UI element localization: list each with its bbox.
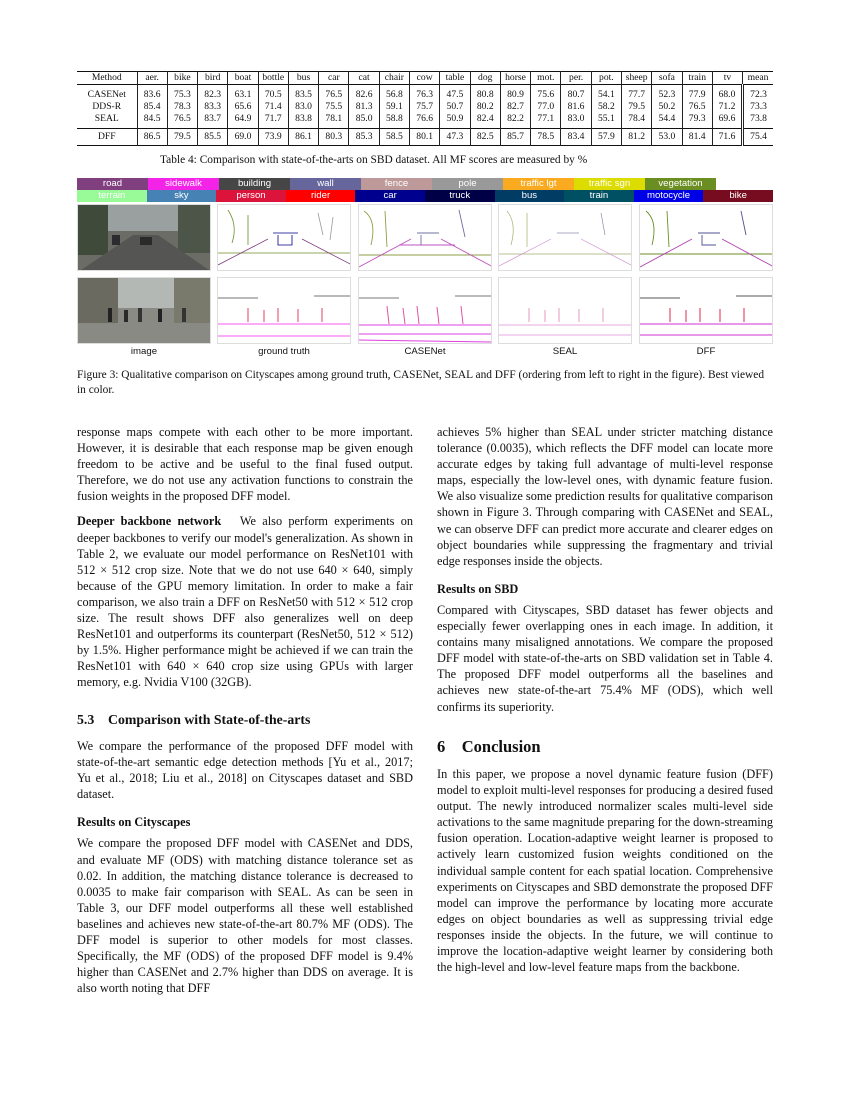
score-cell: 81.6 <box>561 101 591 113</box>
method-name: SEAL <box>94 113 119 124</box>
section-title: Comparison with State-of-the-arts <box>108 712 311 727</box>
score-cell: 86.1 <box>288 129 318 146</box>
column-header: mean <box>743 72 773 85</box>
score-cell: 85.0 <box>349 113 379 129</box>
score-cell: 83.6 <box>137 85 167 102</box>
column-header: pot. <box>591 72 621 85</box>
table-caption: Table 4: Comparison with state-of-the-arts on SBD dataset. All MF scores are measured by % <box>160 154 588 166</box>
column-header: cat <box>349 72 379 85</box>
score-cell: 79.5 <box>167 129 197 146</box>
column-header: bike <box>167 72 197 85</box>
figure-caption: Figure 3: Qualitative comparison on Cityscapes among ground truth, CASENet, SEAL and DFF (ordering from left to right in the figure). Best viewed in color. <box>77 369 765 396</box>
section-heading-6 <box>437 737 541 757</box>
method-name: CASENet <box>87 89 126 100</box>
legend-item: road <box>77 178 148 190</box>
table-row <box>77 101 773 113</box>
legend-item: sidewalk <box>148 178 219 190</box>
col-label-casenet: CASENet <box>404 346 446 357</box>
score-cell: 58.2 <box>591 101 621 113</box>
score-cell: 77.7 <box>622 85 652 102</box>
score-cell: 76.6 <box>410 113 440 129</box>
class-color-legend <box>77 178 773 202</box>
legend-item: terrain <box>77 190 147 202</box>
score-cell: 80.2 <box>470 101 500 113</box>
column-header: tv <box>712 72 742 85</box>
column-header: mot. <box>531 72 561 85</box>
paragraph <box>77 513 413 690</box>
score-cell: 83.3 <box>198 101 228 113</box>
score-cell: 85.5 <box>198 129 228 146</box>
score-cell: 82.3 <box>198 85 228 102</box>
score-cell: 86.5 <box>137 129 167 146</box>
score-cell: 76.5 <box>167 113 197 129</box>
paragraph: We compare the performance of the proposed DFF model with state-of-the-art semantic edge detection methods [Yu et al., 2017; Yu et al., 2018; Liu et al., 2018] on Cityscapes dataset and SBD dataset. <box>77 739 413 802</box>
legend-item: fence <box>361 178 432 190</box>
score-cell: 72.3 <box>743 85 773 102</box>
score-cell: 64.9 <box>228 113 258 129</box>
score-cell: 70.5 <box>258 85 288 102</box>
column-header: bird <box>198 72 228 85</box>
score-cell: 73.8 <box>743 113 773 129</box>
column-header: dog <box>470 72 500 85</box>
section-number: 5.3 <box>77 712 95 727</box>
table-row <box>77 129 773 146</box>
score-cell: 82.6 <box>349 85 379 102</box>
subsection-heading: Results on SBD <box>437 581 519 596</box>
score-cell: 78.3 <box>167 101 197 113</box>
column-header: cow <box>410 72 440 85</box>
score-cell: 55.1 <box>591 113 621 129</box>
legend-item: building <box>219 178 290 190</box>
score-cell: 53.0 <box>652 129 682 146</box>
legend-item: person <box>216 190 286 202</box>
score-cell: 85.4 <box>137 101 167 113</box>
legend-item: truck <box>425 190 495 202</box>
score-cell: 69.0 <box>228 129 258 146</box>
paragraph: response maps compete with each other to be more important. However, it is desirable that each response map be given enough freedom to be active and be useful to the final fused output. Therefore, we do not use any activation functions to constrain the fusion weights in the proposed DFF model. <box>77 425 413 504</box>
col-label-ground-truth: ground truth <box>258 346 310 357</box>
legend-item: sky <box>147 190 217 202</box>
left-column <box>77 424 413 691</box>
score-cell: 80.9 <box>500 85 530 102</box>
column-header: aer. <box>137 72 167 85</box>
column-header: train <box>682 72 712 85</box>
score-cell: 79.3 <box>682 113 712 129</box>
column-header: chair <box>379 72 409 85</box>
score-cell: 83.7 <box>198 113 228 129</box>
score-cell: 78.4 <box>622 113 652 129</box>
seal-edges-2 <box>498 277 632 344</box>
score-cell: 50.9 <box>440 113 470 129</box>
column-header: boat <box>228 72 258 85</box>
score-cell: 59.1 <box>379 101 409 113</box>
legend-item: car <box>355 190 425 202</box>
legend-item: traffic lgt <box>503 178 574 190</box>
score-cell: 57.9 <box>591 129 621 146</box>
score-cell: 80.8 <box>470 85 500 102</box>
score-cell: 83.5 <box>288 85 318 102</box>
score-cell: 78.1 <box>319 113 349 129</box>
column-header: per. <box>561 72 591 85</box>
score-cell: 54.1 <box>591 85 621 102</box>
column-header: bottle <box>258 72 288 85</box>
score-cell: 65.6 <box>228 101 258 113</box>
score-cell: 78.5 <box>531 129 561 146</box>
score-cell: 75.4 <box>743 129 773 146</box>
casenet-edges-2 <box>358 277 492 344</box>
method-name: DFF <box>97 131 116 142</box>
legend-item: pole <box>432 178 503 190</box>
paragraph: We compare the proposed DFF model with CASENet and DDS, and evaluate MF (ODS) with matching distance tolerance set as 0.02. In addition, the matching distance tolerance is decreased to 0.0035 to make fair comparison with SEAL. As can be seen in Table 3, our DFF model outperforms all these well established baselines and achieves new state-of-the-art 80.7% MF (ODS). The DFF model is superior to other models for most classes. Specifically, the MF (ODS) of the proposed DFF model is 9.4% higher than CASENet and 2.7% higher than DDS on average. It is also worth noting that DFF <box>77 836 413 996</box>
score-cell: 75.6 <box>531 85 561 102</box>
col-label-image: image <box>130 346 158 357</box>
casenet-edges-1 <box>358 204 492 271</box>
method-name: DDS-R <box>92 101 122 112</box>
baseline-rows <box>77 85 773 129</box>
legend-item: rider <box>286 190 356 202</box>
score-cell: 83.4 <box>561 129 591 146</box>
paragraph: achieves 5% higher than SEAL under stricter matching distance tolerance (0.0035), which reflects the DFF model can locate more accurate edges by taking full advantage of multi-level response maps, especially the low-level ones, with dynamic feature fusion. We also visualize some prediction results for qualitative comparison shown in Figure 3. Through comparing with CASENet and SEAL, we can observe DFF can predict more accurate and clearer edges on object boundaries while suppressing the fragmentary and trivial edge responses inside the objects. <box>437 425 773 568</box>
score-cell: 82.5 <box>470 129 500 146</box>
street-image-2 <box>77 277 211 344</box>
column-header-method: Method <box>91 72 122 83</box>
col-label-seal: SEAL <box>552 346 578 357</box>
score-cell: 63.1 <box>228 85 258 102</box>
score-cell: 76.5 <box>319 85 349 102</box>
score-cell: 68.0 <box>712 85 742 102</box>
score-cell: 83.0 <box>288 101 318 113</box>
score-cell: 82.7 <box>500 101 530 113</box>
legend-item: traffic sgn <box>574 178 645 190</box>
legend-item: bike <box>703 190 773 202</box>
results-table <box>77 71 773 146</box>
score-cell: 85.7 <box>500 129 530 146</box>
column-header: sheep <box>622 72 652 85</box>
score-cell: 58.5 <box>379 129 409 146</box>
score-cell: 47.5 <box>440 85 470 102</box>
column-header: car <box>319 72 349 85</box>
score-cell: 47.3 <box>440 129 470 146</box>
score-cell: 81.3 <box>349 101 379 113</box>
sbd-comparison-table <box>77 71 773 146</box>
score-cell: 50.7 <box>440 101 470 113</box>
score-cell: 58.8 <box>379 113 409 129</box>
table-row <box>77 113 773 129</box>
column-header: bus <box>288 72 318 85</box>
legend-item: vegetation <box>645 178 716 190</box>
ground-truth-2 <box>217 277 351 344</box>
score-cell: 71.2 <box>712 101 742 113</box>
score-cell: 80.7 <box>561 85 591 102</box>
score-cell: 77.0 <box>531 101 561 113</box>
qualitative-figure <box>77 204 773 344</box>
ground-truth-1 <box>217 204 351 271</box>
table-header <box>77 72 773 85</box>
street-image-1 <box>77 204 211 271</box>
score-cell: 77.1 <box>531 113 561 129</box>
paragraph-heading: Deeper backbone network <box>77 514 222 529</box>
dff-row <box>77 129 773 146</box>
left-column-lower <box>77 738 413 996</box>
score-cell: 76.3 <box>410 85 440 102</box>
score-cell: 83.8 <box>288 113 318 129</box>
section-number: 6 <box>437 737 446 756</box>
legend-item: motocycle <box>634 190 704 202</box>
score-cell: 71.7 <box>258 113 288 129</box>
score-cell: 54.4 <box>652 113 682 129</box>
legend-item: wall <box>290 178 361 190</box>
legend-item: train <box>564 190 634 202</box>
dff-edges-2 <box>639 277 773 344</box>
legend-item: bus <box>495 190 565 202</box>
score-cell: 83.0 <box>561 113 591 129</box>
score-cell: 75.7 <box>410 101 440 113</box>
score-cell: 82.4 <box>470 113 500 129</box>
score-cell: 81.4 <box>682 129 712 146</box>
column-header: sofa <box>652 72 682 85</box>
subsection-heading: Results on Cityscapes <box>77 815 191 830</box>
column-header: horse <box>500 72 530 85</box>
score-cell: 79.5 <box>622 101 652 113</box>
dff-edges-1 <box>639 204 773 271</box>
column-header: table <box>440 72 470 85</box>
paragraph-text: We also perform experiments on deeper backbones to verify our model's generalization. As shown in Table 2, we evaluate our model performance on ResNet101 with 512 × 512 crop size. Note that we do not use 640 × 640, simply because of the GPU memory limitation. In order to make a fair comparison, we also train a DFF on ResNet50 with 512 × 512 crop size. The result shows DFF also generalizes well on deep ResNet101 and outperforms its counterpart (ResNet50, 512 × 512) by 1.5%. Higher performance might be achieved if we can train the ResNet101 with 640 × 640 crop size using GPUs with larger memory, e.g. Nvidia V100 (32GB). <box>77 514 413 690</box>
score-cell: 73.9 <box>258 129 288 146</box>
score-cell: 73.3 <box>743 101 773 113</box>
score-cell: 76.5 <box>682 101 712 113</box>
score-cell: 75.3 <box>167 85 197 102</box>
seal-edges-1 <box>498 204 632 271</box>
score-cell: 82.2 <box>500 113 530 129</box>
score-cell: 56.8 <box>379 85 409 102</box>
paragraph: In this paper, we propose a novel dynamic feature fusion (DFF) model to exploit multi-level responses for producing a desired fused output. The newly introduced normalizer scales multi-level side activations to the same magnitude preparing for the down-streaming fusion operation. Location-adaptive weight learner is proposed to actively learn customized fusion weights conditioned on the individual sample content for each spatial location. Comprehensive experiments on Cityscapes and SBD demonstrate the proposed DFF model can improve the performance by locating more accurate edges on object boundaries as well as suppressing trivial edge responses inside the objects. In the future, we will continue to improve the location-adaptive weight learner by considering both the high-level and low-level feature maps from the backbone. <box>437 767 774 975</box>
score-cell: 71.4 <box>258 101 288 113</box>
section-heading-5-3 <box>77 712 310 728</box>
score-cell: 52.3 <box>652 85 682 102</box>
score-cell: 85.3 <box>349 129 379 146</box>
score-cell: 84.5 <box>137 113 167 129</box>
score-cell: 80.3 <box>319 129 349 146</box>
paragraph: Compared with Cityscapes, SBD dataset has fewer objects and especially fewer overlapping ones in each image. In addition, it contains many misaligned annotations. We compare the proposed DFF model with state-of-the-arts on SBD validation set in Table 4. The proposed DFF model outperforms all the baselines and achieves new state-of-the-art 75.4% MF (ODS), which well confirms its superiority. <box>437 602 773 714</box>
score-cell: 50.2 <box>652 101 682 113</box>
legend-row <box>77 190 773 202</box>
score-cell: 71.6 <box>712 129 742 146</box>
legend-row <box>77 178 773 190</box>
section-title: Conclusion <box>461 737 541 756</box>
table-row <box>77 85 773 102</box>
score-cell: 75.5 <box>319 101 349 113</box>
score-cell: 77.9 <box>682 85 712 102</box>
score-cell: 69.6 <box>712 113 742 129</box>
right-column <box>437 424 773 715</box>
score-cell: 80.1 <box>410 129 440 146</box>
score-cell: 81.2 <box>622 129 652 146</box>
col-label-dff: DFF <box>696 346 716 357</box>
right-column-lower <box>437 766 773 975</box>
